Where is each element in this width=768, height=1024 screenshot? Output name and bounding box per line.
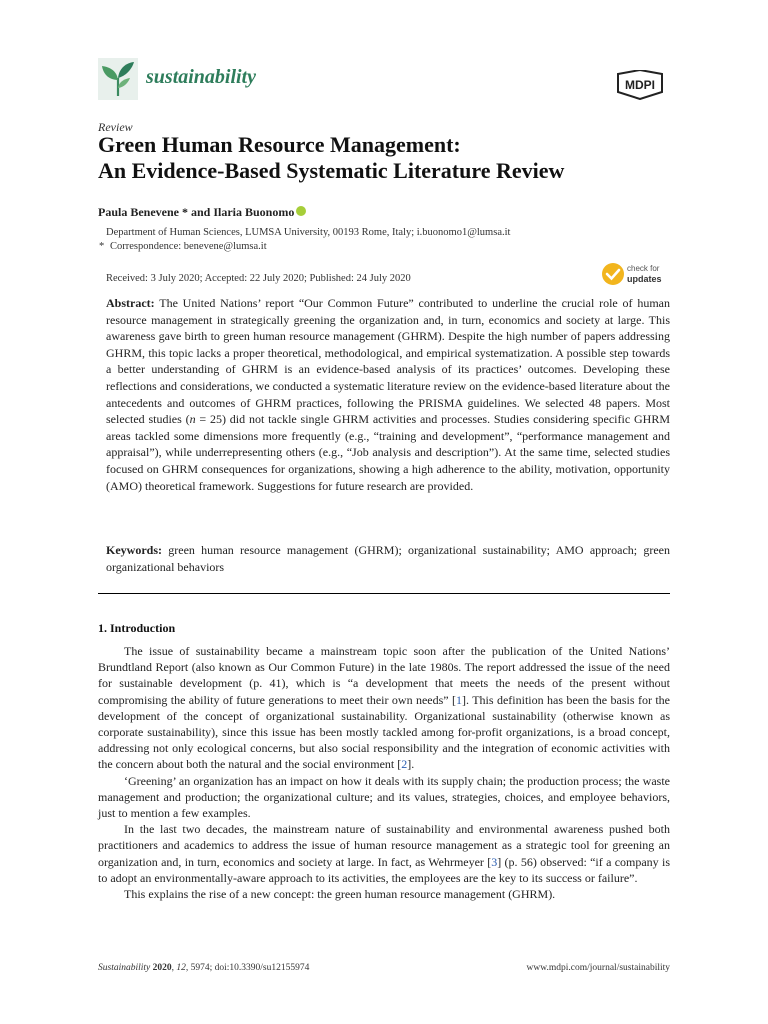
abstract-label: Abstract: bbox=[106, 296, 155, 310]
paragraph-text: ] (p. 56) observed: “if a company is to adopt an environmentally-aware approach to its activities, the employees are the key to its success or failure”. bbox=[98, 854, 670, 885]
keywords-text: green human resource management (GHRM); organizational sustainability; AMO approach; green organizational behaviors bbox=[106, 543, 671, 574]
paragraph bbox=[98, 821, 670, 886]
svg-text:MDPI: MDPI bbox=[625, 78, 655, 92]
paragraph-text: In the last two decades, the mainstream nature of sustainability and environmental awareness pushed both practitioners and academics to address the issue of human resource management as a strategic tool for greening an organization and, in turn, economics and society at large. In fact, as Wehrmeyer [ bbox=[98, 822, 670, 869]
footer-journal: Sustainability bbox=[98, 963, 151, 973]
citation-link[interactable]: 1 bbox=[456, 692, 463, 707]
paragraph: ‘Greening’ an organization has an impact on how it deals with its supply chain; the production process; the waste management and production; the organizational culture; and its values, strategies, choices, and employee behaviors, just to mention a few examples. bbox=[98, 773, 670, 821]
footer-volume: 12 bbox=[176, 963, 186, 973]
sprout-icon bbox=[98, 58, 138, 100]
section-divider bbox=[98, 593, 670, 594]
check-updates-icon bbox=[601, 262, 625, 286]
check-for-updates-button[interactable] bbox=[601, 262, 671, 288]
title-line-1: Green Human Resource Management: bbox=[98, 132, 461, 157]
keywords-label: Keywords: bbox=[106, 543, 162, 557]
correspondence-text: Correspondence: benevene@lumsa.it bbox=[110, 241, 267, 252]
abstract bbox=[106, 295, 670, 494]
correspondence-line bbox=[99, 240, 510, 254]
footer-citation: Sustainability 2020, 12, 5974; doi:10.3390/su12155974 bbox=[98, 963, 310, 973]
article-title bbox=[98, 132, 698, 184]
keywords bbox=[106, 542, 670, 575]
paragraph bbox=[98, 643, 670, 773]
paragraph-text: ]. This definition has been the basis for the development of the concept of organizational sustainability. Organizational sustainability (otherwise known as corporate sustainability), since this issue has been mostly tackled among for-profit organizations, is a broad concept, addressing not only ecological concerns, but also social responsibility and the integration of economic activities with the concern about both the natural and the social environment [ bbox=[98, 692, 671, 772]
journal-name: sustainability bbox=[146, 66, 257, 88]
paragraph-text: ]. bbox=[407, 757, 415, 772]
section-heading-introduction: 1. Introduction bbox=[98, 621, 176, 635]
author-list bbox=[98, 205, 306, 220]
footer-year: 2020 bbox=[152, 963, 172, 973]
check-updates-line2: updates bbox=[627, 274, 662, 284]
footer-doi: , 5974; doi:10.3390/su12155974 bbox=[185, 963, 310, 973]
introduction-body bbox=[98, 643, 670, 902]
paragraph-text: The issue of sustainability became a mainstream topic soon after the publication of the United Nations’ Brundtland Report (also known as Our Common Future) in the late 1980s. The report addressed the issue of the need for sustainable development (p. 41), which is “a development that meets the needs of the present without compromising the ability of future generations to meet their own needs” [ bbox=[98, 644, 670, 707]
check-updates-line1: check for bbox=[627, 264, 660, 273]
publication-dates: Received: 3 July 2020; Accepted: 22 July 2020; Published: 24 July 2020 bbox=[106, 273, 411, 284]
mdpi-logo bbox=[612, 70, 668, 100]
authors-text: Paula Benevene * and Ilaria Buonomo bbox=[98, 205, 295, 219]
paragraph: This explains the rise of a new concept: the green human resource management (GHRM). bbox=[124, 887, 556, 902]
abstract-text-2: = 25) did not tackle single GHRM activities and processes. Studies considering specific GHRM areas tackled some dimensions more frequently (e.g., “training and development”, “performance management and appraisal”), while underrepresenting others (e.g., “Job analysis and description”). At the same time, selected studies focused on GHRM consequences for organizations, showing a high adherence to the ability, motivation, opportunity (AMO) theoretical framework. Suggestions for future research are provided. bbox=[106, 412, 670, 493]
affiliations bbox=[99, 226, 511, 254]
orcid-icon[interactable] bbox=[296, 206, 306, 216]
article-type: Review bbox=[98, 120, 133, 134]
footer-url[interactable]: www.mdpi.com/journal/sustainability bbox=[526, 963, 670, 973]
affiliation-line: Department of Human Sciences, LUMSA University, 00193 Rome, Italy; i.buonomo1@lumsa.it bbox=[106, 227, 511, 238]
abstract-text-1: The United Nations’ report “Our Common Future” contributed to underline the crucial role of human resource management in strategically greening the organization and, in turn, economics and society at large. This awareness gave birth to green human resource management (GHRM). Despite the high number of papers addressing GHRM, this topic lacks a proper theoretical, methodological, and empirical systematization. A possible step towards a better understanding of GHRM is an evidence-based analysis of its practices’ outcomes. Developing these reflections and considerations, we conducted a systematic literature review on the evidence-based literature about the antecedents and outcomes of GHRM practices, following the PRISMA guidelines. We selected 48 papers. Most selected studies ( bbox=[106, 296, 670, 427]
correspondence-marker: * bbox=[99, 241, 105, 252]
citation-link[interactable]: 3 bbox=[491, 854, 498, 869]
citation-link[interactable]: 2 bbox=[401, 757, 408, 772]
title-line-2: An Evidence-Based Systematic Literature Review bbox=[98, 158, 565, 183]
n-symbol: n bbox=[189, 412, 196, 427]
